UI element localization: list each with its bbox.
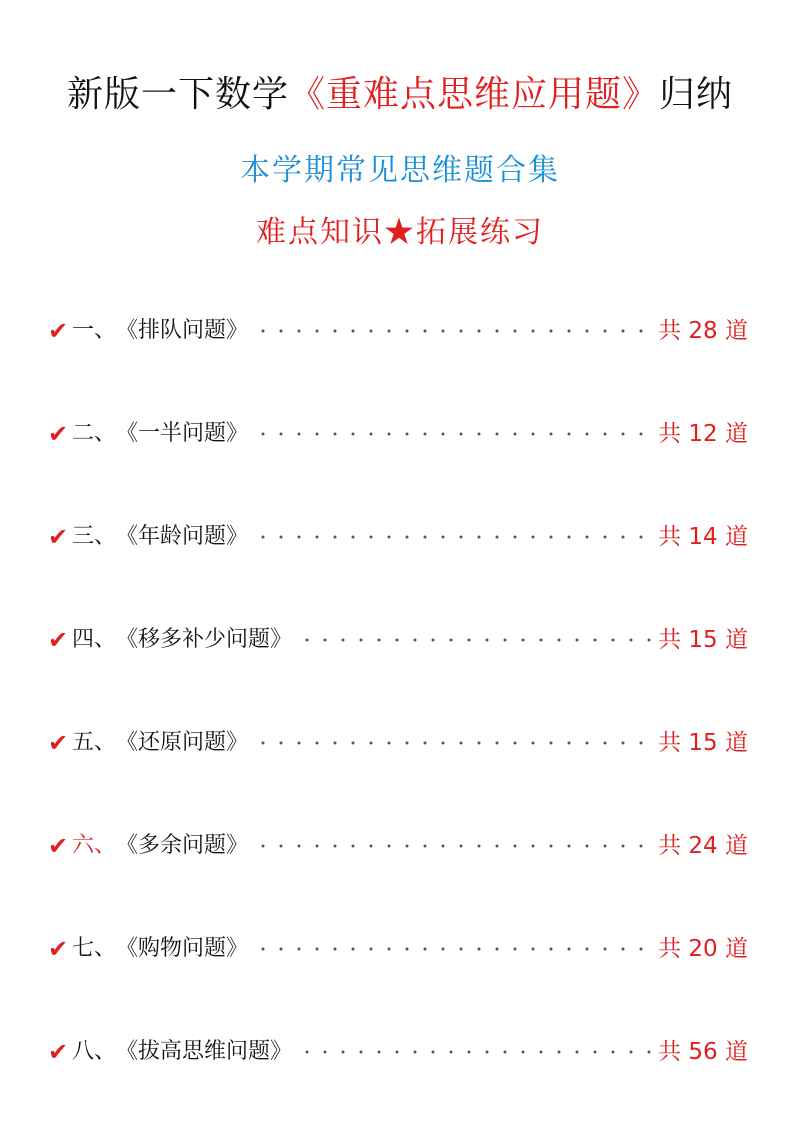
check-icon: ✔ xyxy=(48,420,69,448)
toc-row-name: 《拔高思维问题》 xyxy=(116,1039,293,1064)
table-of-contents xyxy=(48,306,748,1130)
toc-row-count: 共 12 道 xyxy=(658,421,748,447)
check-icon: ✔ xyxy=(48,832,69,860)
check-icon: ✔ xyxy=(48,523,69,551)
toc-row-number: 一、 xyxy=(72,318,117,343)
toc-row-count: 共 15 道 xyxy=(658,730,748,756)
toc-row-number: 六、 xyxy=(72,833,117,858)
page-tagline: 难点知识★拓展练习 xyxy=(256,215,544,250)
toc-row-number: 三、 xyxy=(72,524,117,549)
toc-row xyxy=(48,1027,748,1130)
toc-row-number: 五、 xyxy=(72,730,117,755)
dot-leader xyxy=(254,512,652,562)
toc-row-name: 《还原问题》 xyxy=(116,730,249,755)
toc-row-count: 共 14 道 xyxy=(658,524,748,550)
toc-row-name: 《一半问题》 xyxy=(116,421,249,446)
toc-row-name: 《多余问题》 xyxy=(116,833,249,858)
toc-row-count: 共 28 道 xyxy=(658,318,748,344)
page-subtitle: 本学期常见思维题合集 xyxy=(240,153,560,188)
page-title xyxy=(0,66,800,117)
check-icon: ✔ xyxy=(48,935,69,963)
check-icon: ✔ xyxy=(48,317,69,345)
dot-leader xyxy=(254,821,652,871)
toc-row-name: 《购物问题》 xyxy=(116,936,249,961)
toc-row xyxy=(48,718,748,821)
page-title-part2: 《重难点思维应用题》 xyxy=(288,74,659,115)
dot-leader xyxy=(254,409,652,459)
toc-row xyxy=(48,306,748,409)
toc-row-number: 七、 xyxy=(72,936,117,961)
page-title-part1: 新版一下数学 xyxy=(66,74,289,115)
dot-leader xyxy=(254,924,652,974)
toc-row-number: 四、 xyxy=(72,627,117,652)
toc-row xyxy=(48,924,748,1027)
toc-row-count: 共 15 道 xyxy=(658,627,748,653)
toc-row-number: 二、 xyxy=(72,421,117,446)
toc-row xyxy=(48,409,748,512)
dot-leader xyxy=(254,718,652,768)
toc-row-name: 《移多补少问题》 xyxy=(116,627,293,652)
check-icon: ✔ xyxy=(48,626,69,654)
toc-row-name: 《年龄问题》 xyxy=(116,524,249,549)
dot-leader xyxy=(254,306,652,356)
toc-row-count: 共 20 道 xyxy=(658,936,748,962)
toc-row xyxy=(48,615,748,718)
toc-row-number: 八、 xyxy=(72,1039,117,1064)
page-title-part3: 归纳 xyxy=(659,74,734,115)
toc-row-name: 《排队问题》 xyxy=(116,318,249,343)
dot-leader xyxy=(298,615,652,665)
toc-row-count: 共 24 道 xyxy=(658,833,748,859)
check-icon: ✔ xyxy=(48,1038,69,1066)
dot-leader xyxy=(298,1027,652,1077)
toc-row xyxy=(48,821,748,924)
check-icon: ✔ xyxy=(48,729,69,757)
toc-row xyxy=(48,512,748,615)
toc-row-count: 共 56 道 xyxy=(658,1039,748,1065)
